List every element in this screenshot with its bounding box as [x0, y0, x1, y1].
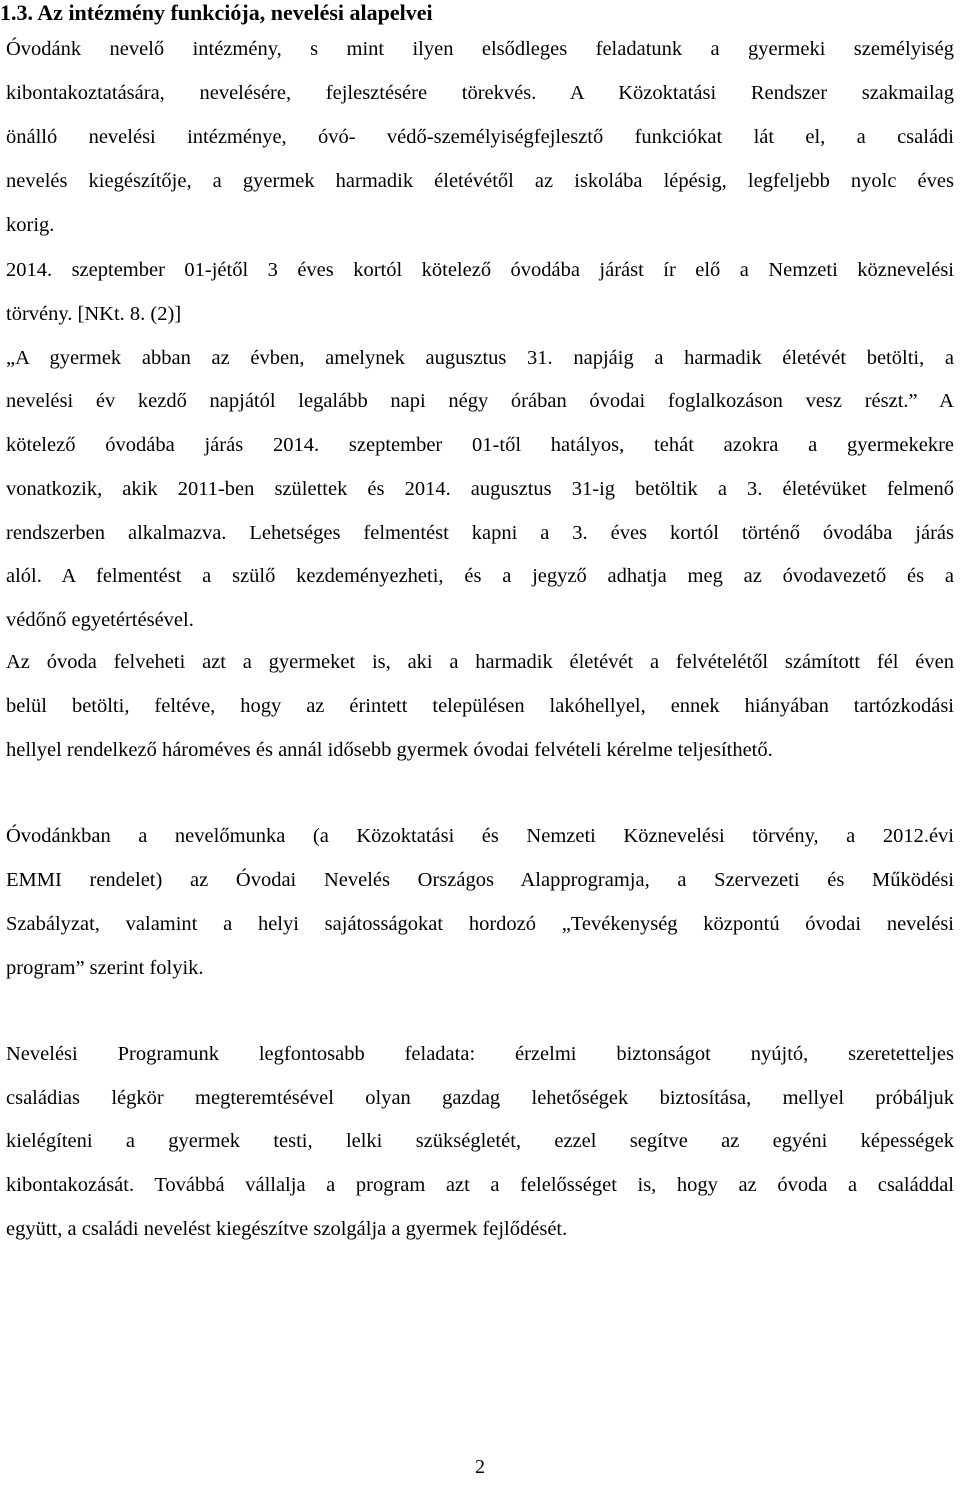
paragraph-1-line-5: korig. [6, 214, 55, 236]
paragraph-2-line-3: „A gyermek abban az évben, amelynek augusztus 31. napjáig a harmadik életévét betölti, a [6, 347, 954, 369]
page-number: 2 [475, 1456, 485, 1478]
paragraph-2-line-7: rendszerben alkalmazva. Lehetséges felmentést kapni a 3. éves kortól történő óvodába járás [6, 522, 954, 544]
paragraph-1-line-4: nevelés kiegészítője, a gyermek harmadik életévétől az iskolába lépésig, legfeljebb nyolc éves [6, 170, 954, 192]
paragraph-5-line-1: Nevelési Programunk legfontosabb feladata: érzelmi biztonságot nyújtó, szeretetteljes [6, 1043, 954, 1065]
paragraph-4-line-1: Óvodánkban a nevelőmunka (a Közoktatási és Nemzeti Köznevelési törvény, a 2012.évi [6, 825, 954, 847]
paragraph-3-line-1: Az óvoda felveheti azt a gyermeket is, aki a harmadik életévét a felvételétől számított fél éven [6, 651, 954, 673]
paragraph-4-line-2: EMMI rendelet) az Óvodai Nevelés Országos Alapprogramja, a Szervezeti és Működési [6, 869, 954, 891]
paragraph-2-line-2: törvény. [NKt. 8. (2)] [6, 303, 182, 325]
paragraph-4-line-3: Szabályzat, valamint a helyi sajátosságokat hordozó „Tevékenység központú óvodai nevelési [6, 913, 954, 935]
paragraph-1-line-2: kibontakoztatására, nevelésére, fejlesztésére törekvés. A Közoktatási Rendszer szakmailag [6, 82, 954, 104]
paragraph-3-line-3: hellyel rendelkező hároméves és annál idősebb gyermek óvodai felvételi kérelme teljesíthető. [6, 739, 773, 761]
paragraph-5-line-5: együtt, a családi nevelést kiegészítve szolgálja a gyermek fejlődését. [6, 1218, 568, 1240]
paragraph-1-line-1: Óvodánk nevelő intézmény, s mint ilyen elsődleges feladatunk a gyermeki személyiség [6, 38, 954, 60]
paragraph-3-line-2: belül betölti, feltéve, hogy az érintett településen lakóhellyel, ennek hiányában tartózkodási [6, 695, 954, 717]
paragraph-2-line-6: vonatkozik, akik 2011-ben születtek és 2014. augusztus 31-ig betöltik a 3. életévüket felmenő [6, 478, 954, 500]
paragraph-2-line-5: kötelező óvodába járás 2014. szeptember 01-től hatályos, tehát azokra a gyermekekre [6, 434, 954, 456]
paragraph-1-line-3: önálló nevelési intézménye, óvó- védő-személyiségfejlesztő funkciókat lát el, a családi [6, 126, 954, 148]
paragraph-2-line-9: védőnő egyetértésével. [6, 609, 194, 631]
section-heading: 1.3. Az intézmény funkciója, nevelési alapelvei [0, 0, 433, 25]
paragraph-2-line-8: alól. A felmentést a szülő kezdeményezheti, és a jegyző adhatja meg az óvodavezető és a [6, 565, 954, 587]
paragraph-5-line-4: kibontakozását. Továbbá vállalja a program azt a felelősséget is, hogy az óvoda a családdal [6, 1174, 954, 1196]
paragraph-4-line-4: program” szerint folyik. [6, 957, 204, 979]
paragraph-5-line-2: családias légkör megteremtésével olyan gazdag lehetőségek biztosítása, mellyel próbáljuk [6, 1087, 954, 1109]
paragraph-2-line-1: 2014. szeptember 01-jétől 3 éves kortól kötelező óvodába járást ír elő a Nemzeti köznevelési [6, 259, 954, 281]
paragraph-2-line-4: nevelési év kezdő napjától legalább napi négy órában óvodai foglalkozáson vesz részt.” A [6, 390, 954, 412]
paragraph-5-line-3: kielégíteni a gyermek testi, lelki szükségletét, ezzel segítve az egyéni képességek [6, 1130, 954, 1152]
